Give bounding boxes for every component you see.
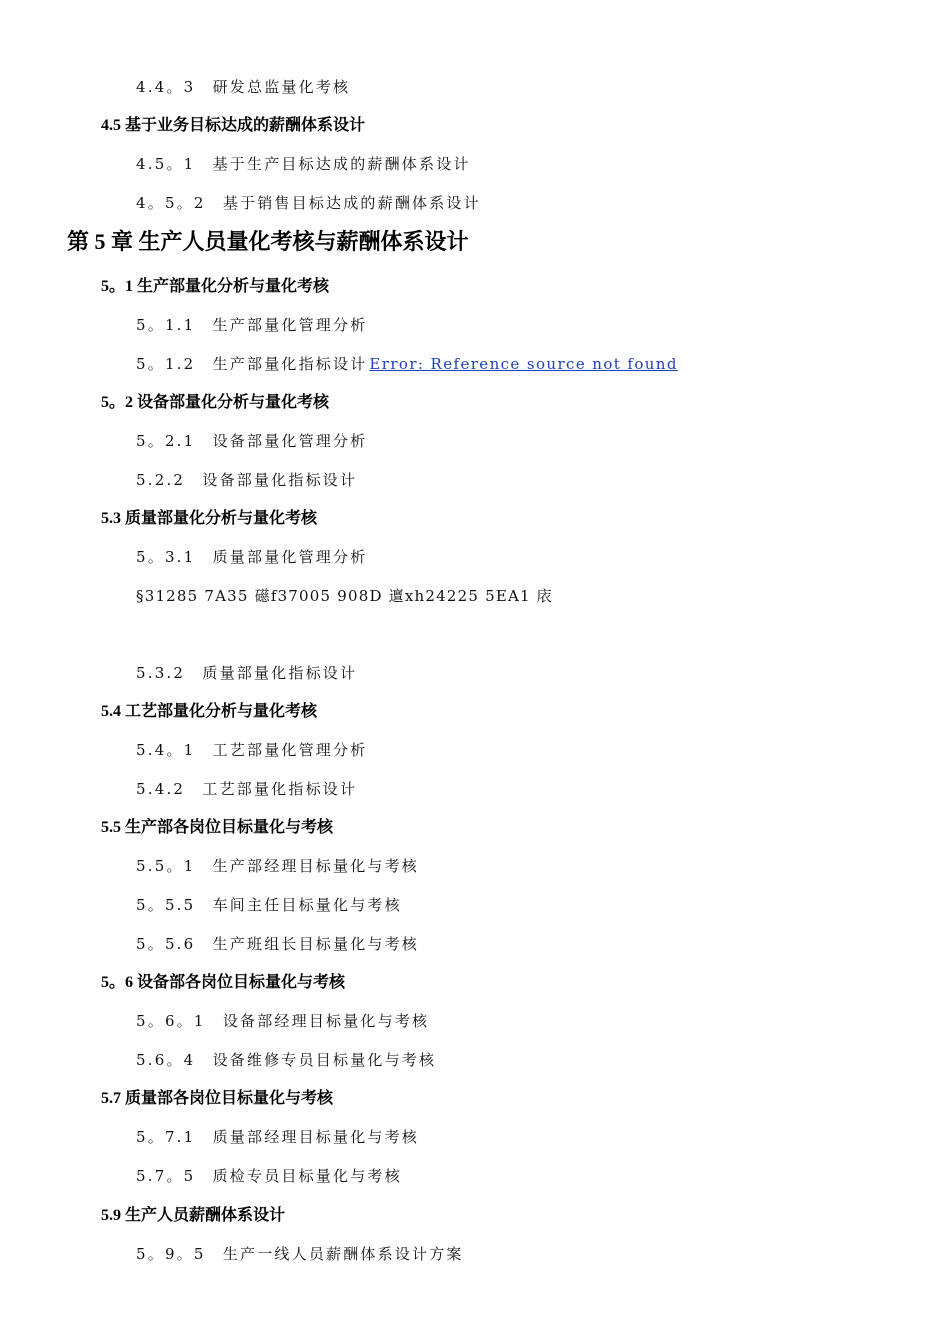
toc-entry-5-5-6[interactable]: 5。5.6 生产班组长目标量化与考核 [136,935,419,953]
toc-heading-5-5[interactable]: 5.5 生产部各岗位目标量化与考核 [101,819,334,836]
toc-entry-5-7-1[interactable]: 5。7.1 质量部经理目标量化与考核 [136,1128,419,1146]
toc-entry-5-6-4[interactable]: 5.6。4 设备维修专员目标量化与考核 [136,1051,437,1069]
toc-entry-5-3-1[interactable]: 5。3.1 质量部量化管理分析 [136,548,368,566]
toc-heading-5-1[interactable]: 5。1 生产部量化分析与量化考核 [101,278,330,295]
garbled-text-line: §31285 7A35 礠f37005 908D 邅xh24225 5EA1 庡 [136,587,553,605]
toc-entry-5-4-1[interactable]: 5.4。1 工艺部量化管理分析 [136,741,368,759]
toc-entry-5-2-2[interactable]: 5.2.2 设备部量化指标设计 [136,471,358,489]
reference-error-link[interactable]: Error: Reference source not found [369,355,678,373]
toc-entry-5-1-2[interactable] [136,357,678,372]
toc-heading-5-4[interactable]: 5.4 工艺部量化分析与量化考核 [101,703,318,720]
toc-entry-5-9-5[interactable]: 5。9。5 生产一线人员薪酬体系设计方案 [136,1245,464,1263]
toc-entry-5-2-1[interactable]: 5。2.1 设备部量化管理分析 [136,432,368,450]
chapter-5-title[interactable]: 第 5 章 生产人员量化考核与薪酬体系设计 [67,229,469,254]
toc-entry-4-4-3[interactable]: 4.4。3 研发总监量化考核 [136,78,351,96]
toc-entry-4-5-1[interactable]: 4.5。1 基于生产目标达成的薪酬体系设计 [136,155,471,173]
toc-entry-5-6-1[interactable]: 5。6。1 设备部经理目标量化与考核 [136,1012,430,1030]
toc-heading-4-5[interactable]: 4.5 基于业务目标达成的薪酬体系设计 [101,117,366,134]
toc-heading-5-7[interactable]: 5.7 质量部各岗位目标量化与考核 [101,1090,334,1107]
toc-entry-4-5-2[interactable]: 4。5。2 基于销售目标达成的薪酬体系设计 [136,194,481,212]
toc-entry-5-1-1[interactable]: 5。1.1 生产部量化管理分析 [136,316,368,334]
toc-entry-5-1-2-label: 5。1.2 生产部量化指标设计 [136,355,368,373]
toc-heading-5-9[interactable]: 5.9 生产人员薪酬体系设计 [101,1207,286,1224]
toc-entry-5-7-5[interactable]: 5.7。5 质检专员目标量化与考核 [136,1167,402,1185]
toc-heading-5-2[interactable]: 5。2 设备部量化分析与量化考核 [101,394,330,411]
toc-entry-5-5-5[interactable]: 5。5.5 车间主任目标量化与考核 [136,896,402,914]
toc-entry-5-3-2[interactable]: 5.3.2 质量部量化指标设计 [136,664,358,682]
toc-entry-5-4-2[interactable]: 5.4.2 工艺部量化指标设计 [136,780,358,798]
toc-heading-5-3[interactable]: 5.3 质量部量化分析与量化考核 [101,510,318,527]
toc-heading-5-6[interactable]: 5。6 设备部各岗位目标量化与考核 [101,974,346,991]
toc-entry-5-5-1[interactable]: 5.5。1 生产部经理目标量化与考核 [136,857,419,875]
